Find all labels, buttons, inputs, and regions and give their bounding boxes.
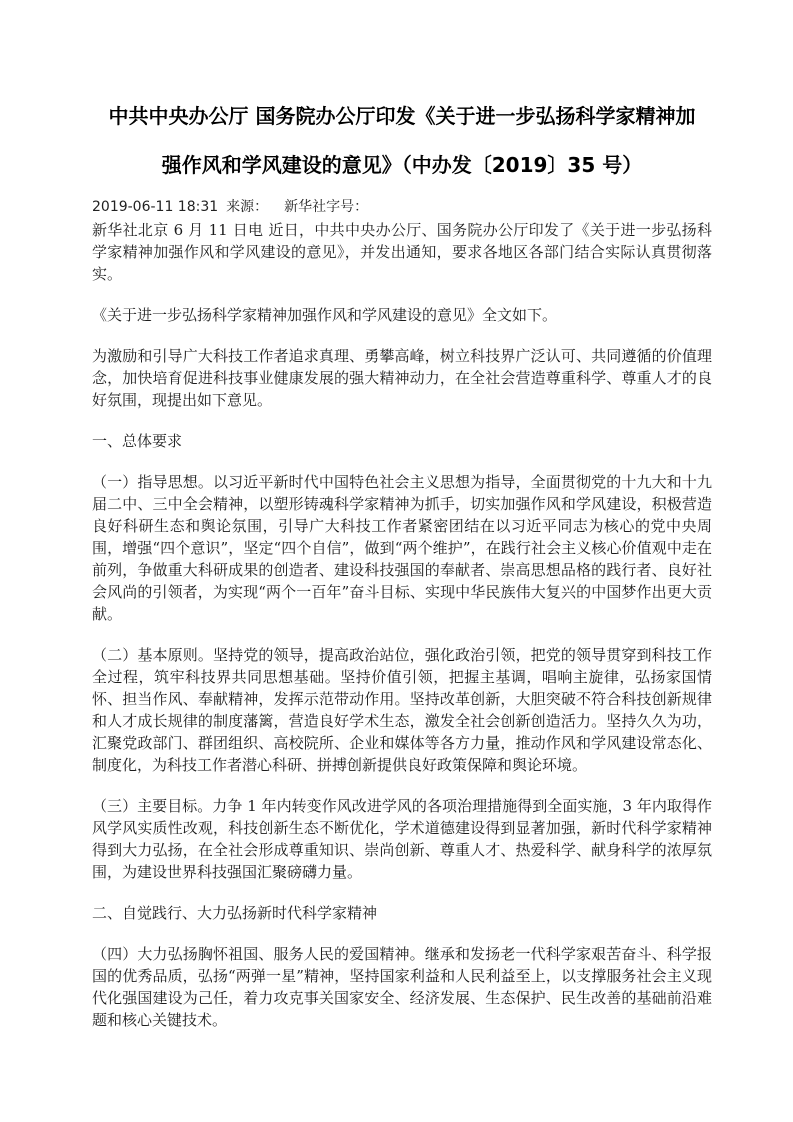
body-paragraph-fulltext-intro: 《关于进一步弘扬科学家精神加强作风和学风建设的意见》全文如下。 <box>92 306 558 324</box>
section-heading-2: 二、自觉践行、大力弘扬新时代科学家精神 <box>92 904 378 922</box>
meta-source-value: 新华社 <box>284 199 327 215</box>
article-meta <box>92 197 712 217</box>
body-paragraph-basic-principles: （二）基本原则。坚持党的领导，提高政治站位，强化政治引领，把党的领导贯穿到科技工作全过程，筑牢科技界共同思想基础。坚持价值引领，把握主基调，唱响主旋律，弘扬家国情怀、担当作风、奉献精神，发挥示范带动作用。坚持改革创新，大胆突破不符合科技创新规律和人才成长规律的制度藩篱，营造良好学术生态，激发全社会创新创造活力。坚持久久为功，汇聚党政部门、群团组织、高校院所、企业和媒体等各方力量，推动作风和学风建设常态化、制度化，为科技工作者潜心科研、拼搏创新提供良好政策保障和舆论环境。 <box>92 646 712 774</box>
section-heading-1: 一、总体要求 <box>92 432 183 450</box>
document-title-line-2: 强作风和学风建设的意见》（中办发〔2019〕35 号） <box>161 153 643 177</box>
body-paragraph-lede: 新华社北京 6 月 11 日电 近日，中共中央办公厅、国务院办公厅印发了《关于进一步弘扬科学家精神加强作风和学风建设的意见》，并发出通知，要求各地区各部门结合实际认真贯彻落实。 <box>92 221 712 283</box>
article-body <box>92 219 712 1031</box>
meta-font-size-label: 字号： <box>326 199 369 215</box>
document-title <box>92 92 712 190</box>
meta-datetime: 2019-06-11 18:31 <box>92 199 219 215</box>
body-paragraph-patriotism: （四）大力弘扬胸怀祖国、服务人民的爱国精神。继承和发扬老一代科学家艰苦奋斗、科学报国的优秀品质，弘扬“两弹一星”精神，坚持国家利益和人民利益至上，以支撑服务社会主义现代化强国建设为己任，着力攻克事关国家安全、经济发展、生态保护、民生改善的基础前沿难题和核心关键技术。 <box>92 945 712 1029</box>
document-title-line-1: 中共中央办公厅 国务院办公厅印发《关于进一步弘扬科学家精神加 <box>108 104 696 128</box>
body-paragraph-guiding-ideology: （一）指导思想。以习近平新时代中国特色社会主义思想为指导，全面贯彻党的十九大和十九届二中、三中全会精神，以塑形铸魂科学家精神为抓手，切实加强作风和学风建设，积极营造良好科研生态和舆论氛围，引导广大科技工作者紧密团结在以习近平同志为核心的党中央周围，增强“四个意识”，坚定“四个自信”，做到“两个维护”，在践行社会主义核心价值观中走在前列，争做重大科研成果的创造者、建设科技强国的奉献者、崇高思想品格的践行者、良好社会风尚的引领者，为实现“两个一百年”奋斗目标、实现中华民族伟大复兴的中国梦作出更大贡献。 <box>92 473 712 623</box>
body-paragraph-main-goals: （三）主要目标。力争 1 年内转变作风改进学风的各项治理措施得到全面实施，3 年内取得作风学风实质性改观，科技创新生态不断优化，学术道德建设得到显著加强，新时代科学家精神得到大力弘扬，在全社会形成尊重知识、崇尚创新、尊重人才、热爱科学、献身科学的浓厚氛围，为建设世界科技强国汇聚磅礴力量。 <box>92 797 712 881</box>
meta-source-label: 来源： <box>226 199 269 215</box>
document-content <box>92 92 712 1050</box>
body-paragraph-preamble: 为激励和引导广大科技工作者追求真理、勇攀高峰，树立科技界广泛认可、共同遵循的价值理念，加快培育促进科技事业健康发展的强大精神动力，在全社会营造尊重科学、尊重人才的良好氛围，现提出如下意见。 <box>92 347 712 409</box>
